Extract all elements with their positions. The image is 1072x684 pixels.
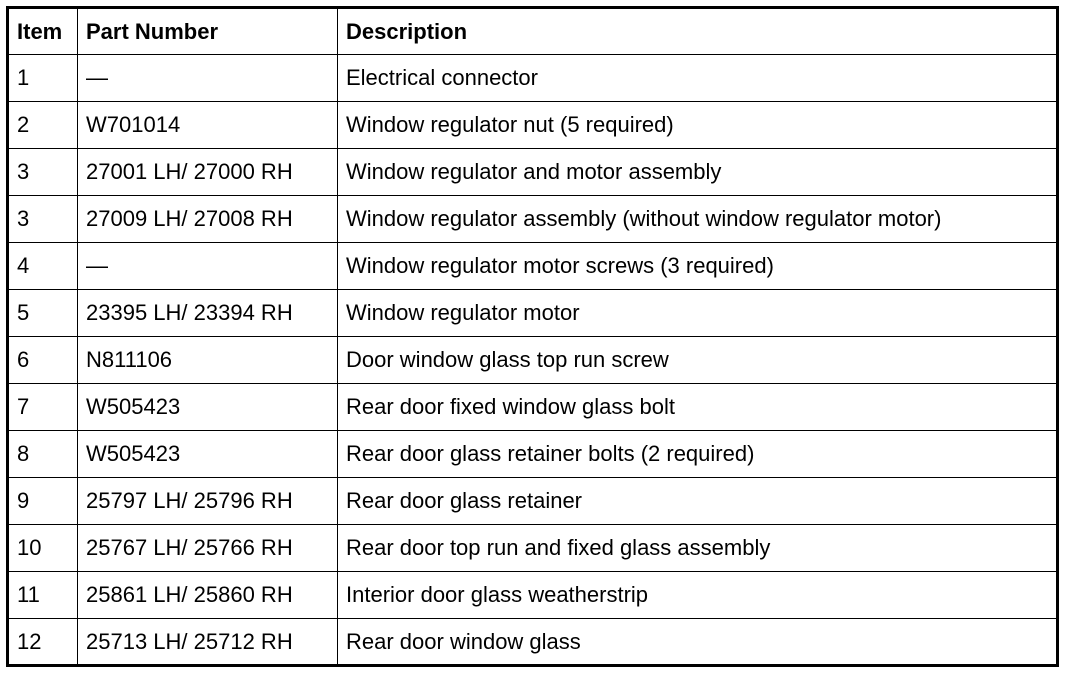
column-header-item: Item bbox=[8, 8, 78, 55]
cell-item: 9 bbox=[8, 478, 78, 525]
table-row bbox=[8, 149, 1058, 196]
cell-description: Door window glass top run screw bbox=[338, 337, 1058, 384]
cell-description: Window regulator motor bbox=[338, 290, 1058, 337]
cell-description: Rear door fixed window glass bolt bbox=[338, 384, 1058, 431]
table-row bbox=[8, 478, 1058, 525]
table-row bbox=[8, 290, 1058, 337]
table-row bbox=[8, 525, 1058, 572]
cell-description: Window regulator motor screws (3 required) bbox=[338, 243, 1058, 290]
cell-part-number: 23395 LH/ 23394 RH bbox=[78, 290, 338, 337]
cell-part-number: 27009 LH/ 27008 RH bbox=[78, 196, 338, 243]
cell-part-number: 25713 LH/ 25712 RH bbox=[78, 619, 338, 666]
cell-part-number: W505423 bbox=[78, 384, 338, 431]
cell-item: 12 bbox=[8, 619, 78, 666]
cell-description: Rear door window glass bbox=[338, 619, 1058, 666]
cell-part-number: 27001 LH/ 27000 RH bbox=[78, 149, 338, 196]
table-row bbox=[8, 337, 1058, 384]
cell-item: 7 bbox=[8, 384, 78, 431]
cell-description: Rear door glass retainer bolts (2 required) bbox=[338, 431, 1058, 478]
table-row bbox=[8, 619, 1058, 666]
cell-part-number: — bbox=[78, 243, 338, 290]
cell-part-number: W701014 bbox=[78, 102, 338, 149]
column-header-description: Description bbox=[338, 8, 1058, 55]
cell-part-number: 25797 LH/ 25796 RH bbox=[78, 478, 338, 525]
cell-part-number: W505423 bbox=[78, 431, 338, 478]
cell-item: 6 bbox=[8, 337, 78, 384]
cell-item: 4 bbox=[8, 243, 78, 290]
cell-item: 2 bbox=[8, 102, 78, 149]
cell-description: Window regulator assembly (without window regulator motor) bbox=[338, 196, 1058, 243]
cell-description: Window regulator nut (5 required) bbox=[338, 102, 1058, 149]
cell-description: Electrical connector bbox=[338, 55, 1058, 102]
cell-part-number: — bbox=[78, 55, 338, 102]
cell-item: 10 bbox=[8, 525, 78, 572]
cell-description: Rear door top run and fixed glass assembly bbox=[338, 525, 1058, 572]
table-row bbox=[8, 55, 1058, 102]
table-row bbox=[8, 431, 1058, 478]
cell-item: 5 bbox=[8, 290, 78, 337]
table-body bbox=[8, 55, 1058, 666]
cell-item: 3 bbox=[8, 149, 78, 196]
cell-item: 11 bbox=[8, 572, 78, 619]
cell-item: 8 bbox=[8, 431, 78, 478]
parts-table bbox=[6, 6, 1059, 667]
table-header bbox=[8, 8, 1058, 55]
cell-part-number: 25767 LH/ 25766 RH bbox=[78, 525, 338, 572]
cell-part-number: 25861 LH/ 25860 RH bbox=[78, 572, 338, 619]
cell-item: 3 bbox=[8, 196, 78, 243]
table-row bbox=[8, 196, 1058, 243]
table-row bbox=[8, 384, 1058, 431]
column-header-part-number: Part Number bbox=[78, 8, 338, 55]
table-row bbox=[8, 102, 1058, 149]
cell-description: Interior door glass weatherstrip bbox=[338, 572, 1058, 619]
cell-description: Rear door glass retainer bbox=[338, 478, 1058, 525]
table-row bbox=[8, 572, 1058, 619]
header-row bbox=[8, 8, 1058, 55]
cell-part-number: N811106 bbox=[78, 337, 338, 384]
table-row bbox=[8, 243, 1058, 290]
cell-description: Window regulator and motor assembly bbox=[338, 149, 1058, 196]
cell-item: 1 bbox=[8, 55, 78, 102]
